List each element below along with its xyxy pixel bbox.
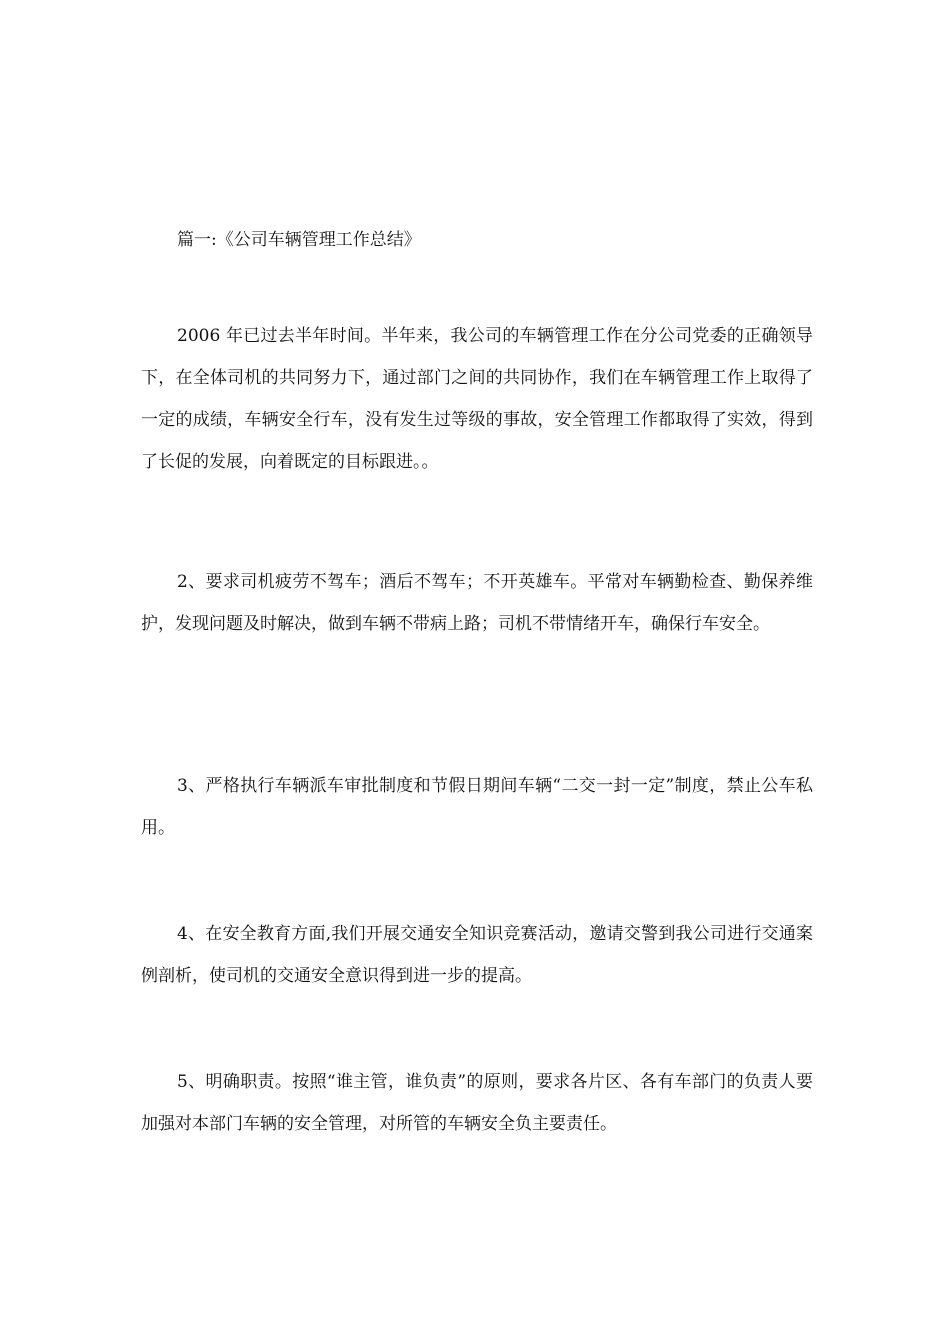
document-heading: 篇一:《公司车辆管理工作总结》 [177, 230, 421, 250]
paragraph-item-4: 4、在安全教育方面,我们开展交通安全知识竞赛活动，邀请交警到我公司进行交通案例剖析，使司机的交通安全意识得到进一步的提高。 [141, 924, 813, 986]
paragraph-item-5: 5、明确职责。按照“谁主管，谁负责”的原则，要求各片区、各有车部门的负责人要加强对本部门车辆的安全管理，对所管的车辆安全负主要责任。 [141, 1072, 813, 1134]
paragraph-item-2: 2、要求司机疲劳不驾车；酒后不驾车；不开英雄车。平常对车辆勤检查、勤保养维护，发现问题及时解决，做到车辆不带病上路；司机不带情绪开车，确保行车安全。 [141, 572, 813, 634]
paragraph-intro: 2006 年已过去半年时间。半年来，我公司的车辆管理工作在分公司党委的正确领导下，在全体司机的共同努力下，通过部门之间的共同协作，我们在车辆管理工作上取得了一定的成绩，车辆安全行车，没有发生过等级的事故，安全管理工作都取得了实效，得到了长促的发展，向着既定的目标跟进。。 [141, 326, 813, 472]
paragraph-item-3: 3、严格执行车辆派车审批制度和节假日期间车辆“二交一封一定”制度，禁止公车私用。 [141, 776, 813, 838]
